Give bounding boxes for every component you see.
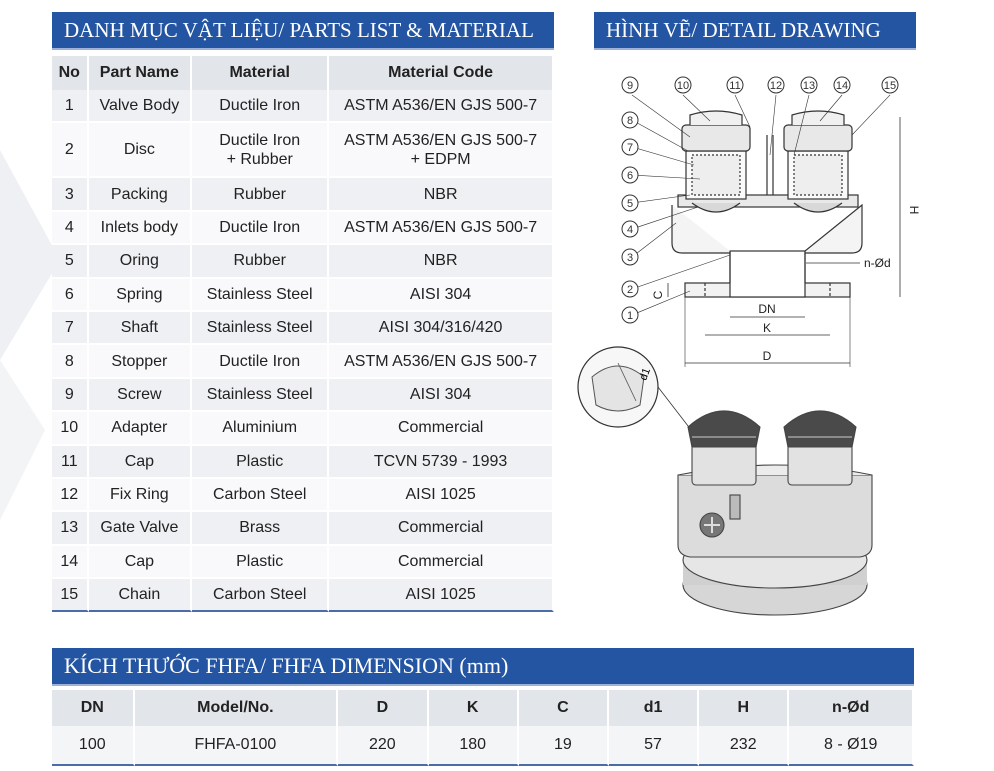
part-no: 3 xyxy=(52,178,89,211)
part-code: NBR xyxy=(329,178,554,211)
part-no: 4 xyxy=(52,212,89,245)
dimension-header-row xyxy=(52,690,914,726)
header-no: No xyxy=(52,56,89,90)
part-material: Rubber xyxy=(192,178,329,211)
callout-7 xyxy=(622,139,638,155)
parts-row xyxy=(52,212,554,245)
svg-text:15: 15 xyxy=(883,80,897,92)
part-name: Adapter xyxy=(89,412,193,445)
svg-text:2: 2 xyxy=(626,284,634,296)
dim-header-cell: H xyxy=(699,690,789,726)
dim-value-cell: 100 xyxy=(52,726,135,766)
dim-label-nod: n-Ød xyxy=(864,256,891,270)
part-material: Ductile Iron xyxy=(192,90,329,123)
dim-header-cell: n-Ød xyxy=(789,690,914,726)
callout-12 xyxy=(768,77,784,93)
part-code: AISI 304 xyxy=(329,379,554,412)
parts-row xyxy=(52,279,554,312)
part-no: 8 xyxy=(52,345,89,378)
dim-label-k: K xyxy=(762,321,772,335)
part-code: ASTM A536/EN GJS 500-7 + EDPM xyxy=(329,123,554,178)
part-code: Commercial xyxy=(329,512,554,545)
parts-row xyxy=(52,123,554,178)
svg-text:14: 14 xyxy=(835,80,849,92)
part-name: Cap xyxy=(89,546,193,579)
dim-label-h: H xyxy=(907,205,921,215)
part-material: Carbon Steel xyxy=(192,579,329,612)
svg-text:7: 7 xyxy=(626,142,634,154)
part-code: AISI 1025 xyxy=(329,479,554,512)
dim-value-cell: 232 xyxy=(699,726,789,766)
callout-8 xyxy=(622,112,638,128)
part-name: Fix Ring xyxy=(89,479,193,512)
part-name: Packing xyxy=(89,178,193,211)
dim-value-cell: 57 xyxy=(609,726,699,766)
part-no: 5 xyxy=(52,245,89,278)
part-no: 1 xyxy=(52,90,89,123)
part-material: Ductile Iron xyxy=(192,345,329,378)
dim-label-c: C xyxy=(651,290,665,300)
part-name: Oring xyxy=(89,245,193,278)
parts-row xyxy=(52,345,554,378)
parts-table xyxy=(52,56,554,612)
parts-row xyxy=(52,412,554,445)
callout-2 xyxy=(622,281,638,297)
parts-row xyxy=(52,90,554,123)
part-material: Carbon Steel xyxy=(192,479,329,512)
dim-header-cell: DN xyxy=(52,690,135,726)
part-name: Chain xyxy=(89,579,193,612)
svg-text:12: 12 xyxy=(769,80,783,92)
product-3d-illustration xyxy=(678,411,872,615)
part-code: Commercial xyxy=(329,412,554,445)
part-name: Stopper xyxy=(89,345,193,378)
part-code: ASTM A536/EN GJS 500-7 xyxy=(329,90,554,123)
parts-row xyxy=(52,546,554,579)
part-material: Plastic xyxy=(192,546,329,579)
part-no: 7 xyxy=(52,312,89,345)
callout-4 xyxy=(622,221,638,237)
part-material: Stainless Steel xyxy=(192,379,329,412)
callout-13 xyxy=(801,77,817,93)
svg-text:10: 10 xyxy=(676,80,690,92)
dim-header-cell: C xyxy=(519,690,609,726)
svg-text:4: 4 xyxy=(626,224,634,236)
callout-1 xyxy=(622,307,638,323)
parts-row xyxy=(52,446,554,479)
part-name: Disc xyxy=(89,123,193,178)
dim-header-cell: Model/No. xyxy=(135,690,339,726)
dim-header-cell: K xyxy=(429,690,519,726)
parts-row xyxy=(52,178,554,211)
part-name: Inlets body xyxy=(89,212,193,245)
dim-value-cell: FHFA-0100 xyxy=(135,726,339,766)
parts-row xyxy=(52,379,554,412)
part-no: 11 xyxy=(52,446,89,479)
header-material: Material xyxy=(192,56,329,90)
dim-label-dn: DN xyxy=(758,302,776,316)
parts-row xyxy=(52,579,554,612)
parts-list-title: DANH MỤC VẬT LIỆU/ PARTS LIST & MATERIAL xyxy=(52,12,554,50)
part-code: AISI 304/316/420 xyxy=(329,312,554,345)
part-no: 6 xyxy=(52,279,89,312)
svg-text:13: 13 xyxy=(802,80,816,92)
part-material: Stainless Steel xyxy=(192,279,329,312)
callout-6 xyxy=(622,167,638,183)
callout-3 xyxy=(622,249,638,265)
part-code: TCVN 5739 - 1993 xyxy=(329,446,554,479)
svg-text:11: 11 xyxy=(729,80,741,92)
dimension-data-row xyxy=(52,726,914,766)
svg-text:3: 3 xyxy=(626,252,634,264)
part-code: Commercial xyxy=(329,546,554,579)
part-no: 2 xyxy=(52,123,89,178)
dim-header-cell: D xyxy=(338,690,428,726)
dim-value-cell: 19 xyxy=(519,726,609,766)
callout-15 xyxy=(882,77,898,93)
header-part-name: Part Name xyxy=(89,56,193,90)
part-name: Gate Valve xyxy=(89,512,193,545)
detail-circle xyxy=(578,347,695,435)
part-no: 12 xyxy=(52,479,89,512)
detail-drawing-title: HÌNH VẼ/ DETAIL DRAWING xyxy=(594,12,916,50)
part-code: ASTM A536/EN GJS 500-7 xyxy=(329,345,554,378)
callout-10 xyxy=(675,77,691,93)
detail-drawing xyxy=(570,55,994,645)
part-name: Screw xyxy=(89,379,193,412)
parts-row xyxy=(52,245,554,278)
dim-label-d1: d1 xyxy=(637,366,654,383)
callout-5 xyxy=(622,195,638,211)
part-name: Shaft xyxy=(89,312,193,345)
dimension-table xyxy=(52,690,914,766)
svg-text:9: 9 xyxy=(626,80,634,92)
callout-11 xyxy=(727,77,743,93)
part-no: 9 xyxy=(52,379,89,412)
svg-text:8: 8 xyxy=(626,115,634,127)
part-material: Ductile Iron + Rubber xyxy=(192,123,329,178)
svg-text:1: 1 xyxy=(626,310,634,322)
part-code: AISI 304 xyxy=(329,279,554,312)
svg-text:6: 6 xyxy=(626,170,634,182)
part-no: 14 xyxy=(52,546,89,579)
callout-14 xyxy=(834,77,850,93)
callout-9 xyxy=(622,77,638,93)
part-code: NBR xyxy=(329,245,554,278)
part-no: 13 xyxy=(52,512,89,545)
part-name: Cap xyxy=(89,446,193,479)
header-material-code: Material Code xyxy=(329,56,554,90)
part-material: Brass xyxy=(192,512,329,545)
dim-value-cell: 8 - Ø19 xyxy=(789,726,914,766)
part-code: ASTM A536/EN GJS 500-7 xyxy=(329,212,554,245)
parts-row xyxy=(52,312,554,345)
part-code: AISI 1025 xyxy=(329,579,554,612)
part-name: Valve Body xyxy=(89,90,193,123)
part-material: Plastic xyxy=(192,446,329,479)
parts-header-row xyxy=(52,56,554,90)
part-name: Spring xyxy=(89,279,193,312)
part-material: Ductile Iron xyxy=(192,212,329,245)
dimension-title: KÍCH THƯỚC FHFA/ FHFA DIMENSION (mm) xyxy=(52,648,914,686)
dim-header-cell: d1 xyxy=(609,690,699,726)
dim-label-d: D xyxy=(762,349,772,363)
part-material: Aluminium xyxy=(192,412,329,445)
dim-value-cell: 220 xyxy=(338,726,428,766)
svg-text:5: 5 xyxy=(626,198,634,210)
dim-value-cell: 180 xyxy=(429,726,519,766)
part-no: 15 xyxy=(52,579,89,612)
part-material: Stainless Steel xyxy=(192,312,329,345)
part-no: 10 xyxy=(52,412,89,445)
part-material: Rubber xyxy=(192,245,329,278)
parts-row xyxy=(52,479,554,512)
parts-row xyxy=(52,512,554,545)
